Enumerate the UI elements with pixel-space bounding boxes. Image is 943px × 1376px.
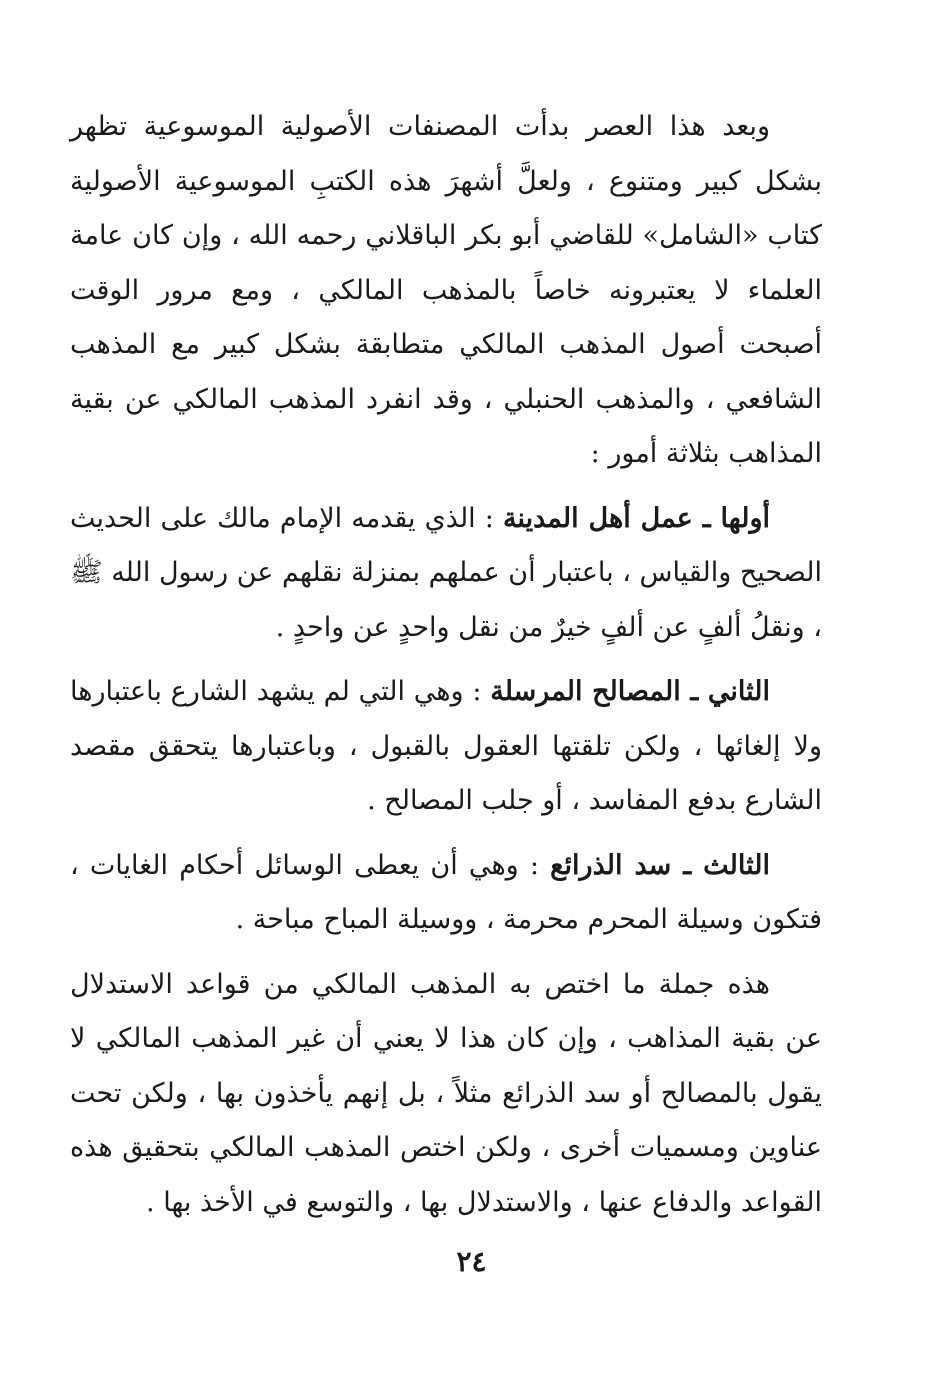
paragraph-second-point: [70, 665, 822, 829]
third-point-text: : وهي أن يعطى الوسائل أحكام الغايات ، فتكون وسيلة المحرم محرمة ، ووسيلة المباح مباحة .: [70, 849, 822, 935]
second-point-heading: الثاني ـ المصالح المرسلة: [490, 676, 770, 707]
paragraph-summary-text: هذه جملة ما اختص به المذهب المالكي من قواعد الاستدلال عن بقية المذاهب ، وإن كان هذا لا يعني أن غير المذهب المالكي لا يقول بالمصالح أو سد الذرائع مثلاً ، بل إنهم يأخذون بها ، ولكن تحت عناوين ومسميات أخرى ، ولكن اختص المذهب المالكي بتحقيق هذه القواعد والدفاع عنها ، والاستدلال بها ، والتوسع في الأخذ بها .: [70, 968, 822, 1218]
page-number: ٢٤: [456, 1245, 487, 1278]
paragraph-intro-text: وبعد هذا العصر بدأت المصنفات الأصولية الموسوعية تظهر بشكل كبير ومتنوع ، ولعلَّ أشهرَ هذه الكتبِ الموسوعية الأصولية كتاب «الشامل» للقاضي أبو بكر الباقلاني رحمه الله ، وإن كان عامة العلماء لا يعتبرونه خاصاً بالمذهب المالكي ، ومع مرور الوقت أصبحت أصول المذهب المالكي متطابقة بشكل كبير مع المذهب الشافعي ، والمذهب الحنبلي ، وقد انفرد المذهب المالكي عن بقية المذاهب بثلاثة أمور :: [70, 111, 822, 469]
first-point-heading: أولها ـ عمل أهل المدينة: [502, 502, 770, 534]
paragraph-intro: [70, 100, 822, 482]
second-point-text: : وهي التي لم يشهد الشارع باعتبارها ولا إلغائها ، ولكن تلقتها العقول بالقبول ، وباعتبارها يتحقق مقصد الشارع بدفع المفاسد ، أو جلب المصالح .: [70, 676, 822, 816]
paragraph-summary: [70, 958, 822, 1231]
body-text: [70, 100, 822, 1230]
paragraph-third-point: [70, 839, 822, 948]
paragraph-first-point: [70, 492, 822, 656]
first-point-text: : الذي يقدمه الإمام مالك على الحديث الصحيح والقياس ، باعتبار أن عملهم بمنزلة نقلهم عن رسول الله ﷺ ، ونقلُ ألفٍ عن ألفٍ خيرٌ من نقل واحدٍ عن واحدٍ .: [70, 502, 822, 643]
third-point-heading: الثالث ـ سد الذرائع: [550, 849, 770, 881]
